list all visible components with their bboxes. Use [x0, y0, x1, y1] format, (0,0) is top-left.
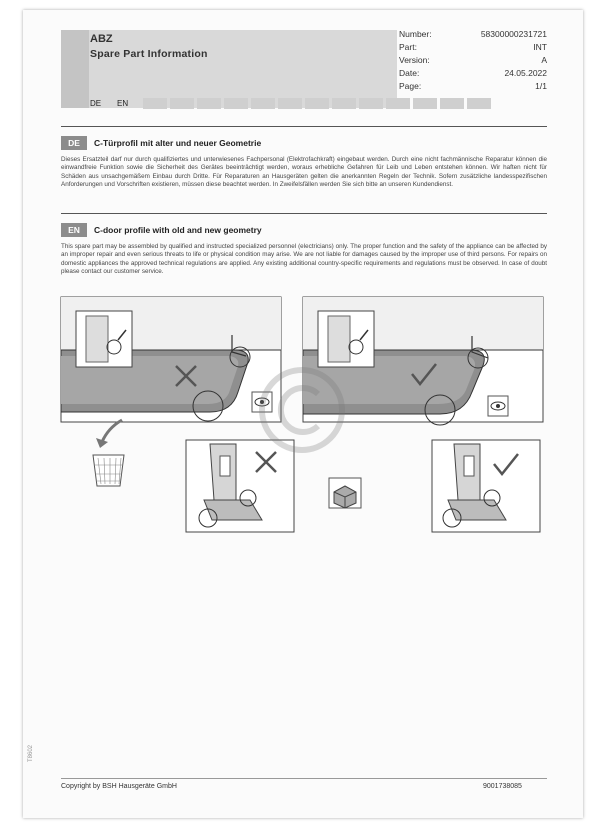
section-tag-en: EN [61, 223, 87, 237]
meta-value: 58300000231721 [480, 29, 547, 39]
trash-bin-icon [93, 455, 124, 486]
meta-value: INT [533, 42, 547, 52]
language-en: EN [117, 99, 129, 108]
side-code: T8602 [28, 744, 34, 762]
meta-label: Date: [399, 68, 420, 78]
discard-arrow-icon [102, 420, 122, 442]
section-text-de: Dieses Ersatzteil darf nur durch qualifiziertes und unterwiesenes Fachpersonal (Elektrofachkraft) eingebaut werden. Durch eine nicht fachmännische Reparatur können die einwandfreie Funktion sowie die Sicherheit des Gerätes beeinträchtigt werden, woraus erhebliche Gefahren für Leib und Leben entstehen können. Wir haften nicht für Schäden aus unsachgemäßem Einbau durch Dritte. Für Reparaturen an Hausgeräten gelten die anerkannten Regeln der Technik. Sofern zusätzliche landesspezifischen Anforderungen und Vorschriften existieren, müssen diese beachtet werden. In Zweifelsfällen werden Sie sich bitte an unseren Kundendienst. [61, 156, 547, 188]
footer-rule [61, 778, 547, 779]
footer-doc-number: 9001738085 [483, 783, 522, 790]
meta-label: Number: [399, 29, 432, 39]
section-title-de: C-Türprofil mit alter und neuer Geometrie [94, 138, 262, 148]
clip-slot [464, 456, 474, 476]
document-subtitle: Spare Part Information [90, 48, 208, 60]
meta-label: Page: [399, 81, 422, 91]
section-title-en: C-door profile with old and new geometry [94, 225, 262, 235]
brand-title: ABZ [90, 33, 113, 45]
meta-value: 24.05.2022 [504, 68, 547, 78]
clip-slot [220, 456, 230, 476]
footer-copyright: Copyright by BSH Hausgeräte GmbH [61, 783, 177, 790]
meta-label: Version: [399, 55, 430, 65]
meta-value: 1/1 [535, 81, 547, 91]
oven-sketch [328, 316, 350, 362]
section-tag-de: DE [61, 136, 87, 150]
meta-value: A [541, 55, 547, 65]
language-de: DE [90, 99, 102, 108]
section-text-en: This spare part may be assembled by qualified and instructed specialized personnel (electricians) only. The proper function and the safety of the appliance can be affected by an improper repair and even serious threats to life or physical condition may arise. We are not liable for damages caused by the improper use of third persons. For repairs on domestic appliances the approved technical regulations are applied. Any existing additional country-specific requirements and regulations must be observed. In case of doubt please contact our customer service. [61, 243, 547, 275]
old-geometry-panel [61, 297, 294, 532]
meta-label: Part: [399, 42, 417, 52]
oven-sketch [86, 316, 108, 362]
